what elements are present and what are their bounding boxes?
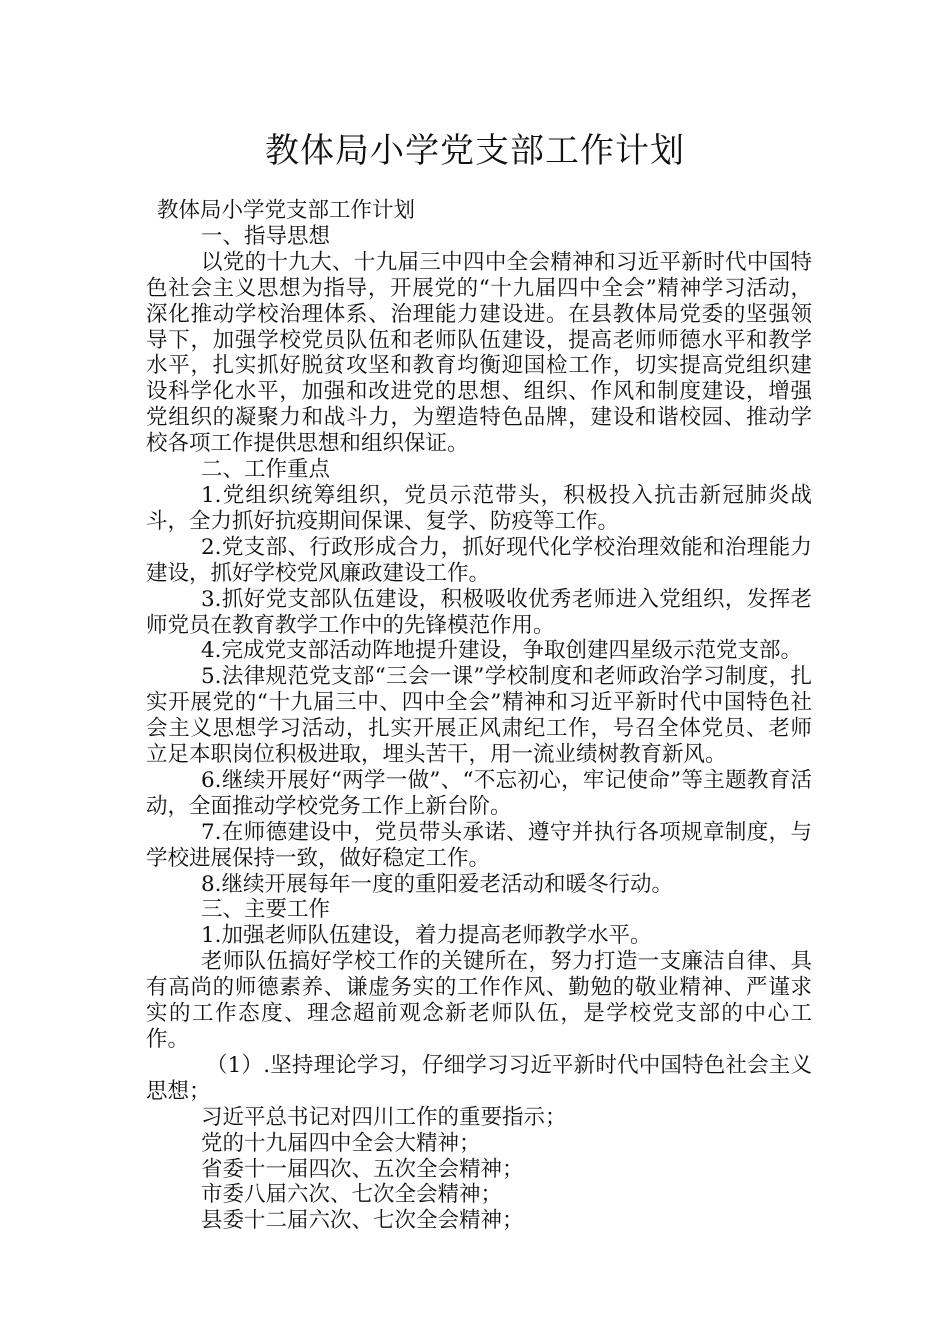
paragraph: 教体局小学党支部工作计划 (157, 198, 416, 223)
list-item: 1.加强老师队伍建设，着力提高老师教学水平。 (201, 923, 652, 949)
list-item: （1）.坚持理论学习，仔细学习习近平新时代中国特色社会主义思想； (146, 1052, 812, 1104)
section-heading: 二、工作重点 (201, 457, 331, 483)
list-item: 党的十九届四中全会大精神； (201, 1130, 481, 1156)
list-item: 6.继续开展好“两学一做”、“不忘初心，牢记使命”等主题教育活动，全面推动学校党务工作上新台阶。 (146, 767, 812, 819)
list-item: 5.法律规范党支部“三会一课”学校制度和老师政治学习制度，扎实开展党的“十九届三中、四中全会”精神和习近平新时代中国特色社会主义思想学习活动，扎实开展正风肃纪工作，号召全体党员、老师立足本职岗位积极进取，埋头苦干，用一流业绩树教育新风。 (146, 664, 812, 768)
list-item: 市委八届六次、七次全会精神； (201, 1182, 503, 1208)
list-item: 省委十一届四次、五次全会精神； (201, 1156, 524, 1182)
list-item: 习近平总书记对四川工作的重要指示； (201, 1104, 567, 1130)
list-item: 8.继续开展每年一度的重阳爱老活动和暖冬行动。 (201, 871, 674, 897)
paragraph: 老师队伍搞好学校工作的关键所在，努力打造一支廉洁自律、具有高尚的师德素养、谦虚务实的工作作风、勤勉的敬业精神、严谨求实的工作态度、理念超前观念新老师队伍，是学校党支部的中心工作。 (146, 949, 812, 1052)
list-item: 3.抓好党支部队伍建设，积极吸收优秀老师进入党组织，发挥老师党员在教育教学工作中的先锋模范作用。 (146, 586, 812, 638)
section-heading: 三、主要工作 (201, 897, 331, 923)
document-title: 教体局小学党支部工作计划 (265, 131, 685, 171)
list-item: 1.党组织统筹组织，党员示范带头，积极投入抗击新冠肺炎战斗，全力抓好抗疫期间保课、复学、防疫等工作。 (146, 482, 812, 534)
list-item: 4.完成党支部活动阵地提升建设，争取创建四星级示范党支部。 (201, 638, 803, 664)
section-heading: 一、指导思想 (201, 223, 331, 249)
list-item: 2.党支部、行政形成合力，抓好现代化学校治理效能和治理能力建设，抓好学校党风廉政建设工作。 (146, 534, 812, 586)
list-item: 7.在师德建设中，党员带头承诺、遵守并执行各项规章制度，与学校进展保持一致，做好稳定工作。 (146, 819, 812, 871)
document-body (146, 198, 812, 1234)
paragraph: 以党的十九大、十九届三中四中全会精神和习近平新时代中国特色社会主义思想为指导，开展党的“十九届四中全会”精神学习活动，深化推动学校治理体系、治理能力建设进。在县教体局党委的坚强领导下，加强学校党员队伍和老师队伍建设，提高老师师德水平和教学水平，扎实抓好脱贫攻坚和教育均衡迎国检工作，切实提高党组织建设科学化水平，加强和改进党的思想、组织、作风和制度建设，增强党组织的凝聚力和战斗力，为塑造特色品牌，建设和谐校园、推动学校各项工作提供思想和组织保证。 (146, 249, 812, 457)
list-item: 县委十二届六次、七次全会精神； (201, 1208, 524, 1234)
